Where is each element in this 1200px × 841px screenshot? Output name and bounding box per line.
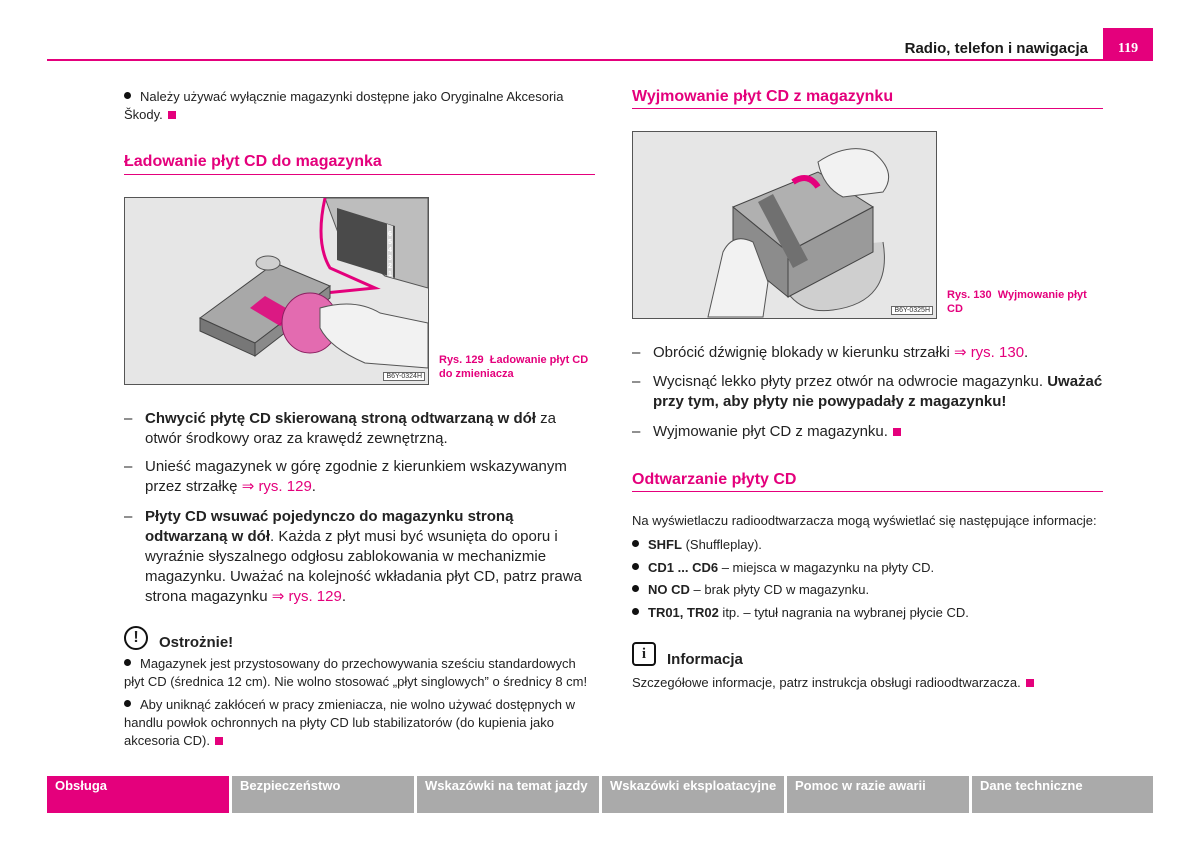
step-item: – Płyty CD wsuwać pojedynczo do magazynku stroną odtwarzaną w dół. Każda z płyt musi być wsunięta do oporu i wyraźnie słyszalnego odgłosu zablokowania w mechanizmie magazynku. Uważać na kolejność wkładania płyt CD, patrz prawa strona magazynku ⇒ rys. 129. bbox=[124, 508, 582, 605]
display-desc: itp. – tytuł nagrania na wybranej płycie CD. bbox=[718, 605, 969, 620]
section-rule bbox=[632, 491, 1103, 492]
info-title: Informacja bbox=[667, 651, 743, 668]
step-item: – Wycisnąć lekko płyty przez otwór na odwrocie magazynku. Uważać przy tym, aby płyty nie powypadały z magazynku! bbox=[632, 373, 1103, 410]
step-text: . Każda z płyt musi być wsunięta do oporu i wyraźnie słyszalnego odgłosu zablokowania w mechanizmie magazynku. Uważać na kolejność wkładania płyt CD, patrz prawa strona magazynku bbox=[145, 528, 582, 605]
cd-slot-label: 1 bbox=[388, 271, 392, 278]
caption-text: Wyjmowanie płyt CD bbox=[947, 289, 1087, 315]
section-rule bbox=[632, 108, 1103, 109]
cd-slot-label: 6 bbox=[388, 231, 392, 238]
bullet-icon bbox=[632, 540, 639, 547]
caption-number: Rys. 129 bbox=[439, 354, 484, 366]
cd-slot-label: 5 bbox=[388, 239, 392, 246]
end-mark-icon bbox=[215, 737, 223, 745]
info-text-row bbox=[632, 674, 1103, 692]
display-code: TR01, TR02 bbox=[648, 605, 719, 620]
display-item bbox=[632, 536, 1103, 554]
display-code: CD1 ... CD6 bbox=[648, 560, 719, 575]
cd-slot-label: 2 bbox=[388, 263, 392, 270]
cd-slot-label: 4 bbox=[388, 247, 392, 254]
caution-title: Ostrożnie! bbox=[159, 634, 234, 651]
caution-item bbox=[124, 655, 594, 691]
display-item bbox=[632, 604, 1103, 622]
step-item: – Wyjmowanie płyt CD z magazynku. bbox=[632, 422, 1103, 442]
step-text: za otwór środkowy oraz za krawędź zewnętrzną. bbox=[145, 410, 556, 447]
step-bold: Chwycić płytę CD skierowaną stroną odtwarzaną w dół bbox=[145, 410, 536, 427]
figure-129-caption bbox=[439, 353, 589, 381]
figure-code: B6Y-0324H bbox=[383, 372, 425, 381]
cd-slot-label: 3 bbox=[388, 255, 392, 262]
figure-link[interactable]: ⇒ rys. 129 bbox=[271, 588, 342, 605]
caption-text: Ładowanie płyt CD do zmieniacza bbox=[439, 354, 589, 380]
display-code: SHFL bbox=[648, 537, 682, 552]
display-item bbox=[632, 559, 1103, 577]
tab-wskazowki-jazdy[interactable]: Wskazówki na temat jazdy bbox=[417, 776, 599, 813]
bullet-icon bbox=[632, 585, 639, 592]
tab-wskazowki-eksploatacyjne[interactable]: Wskazówki eksploatacyjne bbox=[602, 776, 784, 813]
display-item bbox=[632, 581, 1103, 599]
step-bold: Płyty CD wsuwać pojedynczo do magazynku stroną odtwarzaną w dół bbox=[145, 508, 514, 545]
display-desc: – brak płyty CD w magazynku. bbox=[689, 582, 870, 597]
warning-icon: ! bbox=[124, 626, 148, 650]
step-text: Wyjmowanie płyt CD z magazynku. bbox=[653, 423, 888, 440]
intro-bullet-text: Należy używać wyłącznie magazynki dostępne jako Oryginalne Akcesoria Škody. bbox=[124, 89, 564, 122]
step-text: Obrócić dźwignię blokady w kierunku strzałki bbox=[653, 344, 954, 361]
bullet-icon bbox=[124, 700, 131, 707]
caption-number: Rys. 130 bbox=[947, 289, 992, 301]
step-item: – Obrócić dźwignię blokady w kierunku strzałki ⇒ rys. 130. bbox=[632, 344, 1029, 361]
chapter-title: Radio, telefon i nawigacja bbox=[904, 40, 1088, 57]
caution-text: Aby uniknąć zakłóceń w pracy zmieniacza, nie wolno używać dostępnych w handlu powłok ochronnych na płyty CD lub stabilizatorów (do kupienia jako akcesoria CD). bbox=[124, 697, 575, 748]
cd-loading-illustration bbox=[125, 198, 428, 384]
page-number: 119 bbox=[1103, 28, 1153, 60]
display-code: NO CD bbox=[648, 582, 690, 597]
display-desc: (Shuffleplay). bbox=[681, 537, 762, 552]
tab-dane-techniczne[interactable]: Dane techniczne bbox=[972, 776, 1153, 813]
end-mark-icon bbox=[168, 111, 176, 119]
intro-bullet bbox=[124, 88, 594, 124]
end-mark-icon bbox=[893, 428, 901, 436]
step-item: – Chwycić płytę CD skierowaną stroną odtwarzaną w dół za otwór środkowy oraz za krawędź zewnętrzną. bbox=[124, 410, 556, 447]
figure-link[interactable]: ⇒ rys. 130 bbox=[953, 344, 1025, 361]
header-rule bbox=[47, 59, 1153, 61]
display-desc: – miejsca w magazynku na płyty CD. bbox=[718, 560, 935, 575]
tab-pomoc[interactable]: Pomoc w razie awarii bbox=[787, 776, 969, 813]
step-text: Wycisnąć lekko płyty przez otwór na odwrocie magazynku. bbox=[653, 373, 1048, 390]
info-icon: i bbox=[632, 642, 656, 666]
info-text: Szczegółowe informacje, patrz instrukcja obsługi radioodtwarzacza. bbox=[632, 675, 1021, 690]
bullet-icon bbox=[632, 563, 639, 570]
figure-130-caption bbox=[947, 288, 1097, 316]
section-title-removing: Wyjmowanie płyt CD z magazynku bbox=[632, 88, 894, 105]
end-mark-icon bbox=[1026, 679, 1034, 687]
figure-code: B6Y-0325H bbox=[891, 306, 933, 315]
figure-130 bbox=[632, 131, 937, 319]
cd-removing-illustration bbox=[633, 132, 936, 318]
caution-text: Magazynek jest przystosowany do przechowywania sześciu standardowych płyt CD (średnica 12 cm). Nie wolno stosować „płyt singlowych” o średnicy 8 cm! bbox=[124, 656, 588, 689]
step-bold: Uważać przy tym, aby płyty nie powypadały z magazynku! bbox=[653, 373, 1103, 410]
caution-item bbox=[124, 696, 594, 750]
step-item: – Unieść magazynek w górę zgodnie z kierunkiem wskazywanym przez strzałkę ⇒ rys. 129. bbox=[124, 458, 567, 495]
tab-obsluga[interactable]: Obsługa bbox=[47, 776, 229, 813]
bullet-icon bbox=[124, 659, 131, 666]
bullet-icon bbox=[124, 92, 131, 99]
figure-129 bbox=[124, 197, 429, 385]
section-title-playback: Odtwarzanie płyty CD bbox=[632, 471, 797, 488]
display-intro: Na wyświetlaczu radioodtwarzacza mogą wyświetlać się następujące informacje: bbox=[632, 513, 1097, 528]
tab-bezpieczenstwo[interactable]: Bezpieczeństwo bbox=[232, 776, 414, 813]
figure-link[interactable]: ⇒ rys. 129 bbox=[241, 478, 312, 495]
bullet-icon bbox=[632, 608, 639, 615]
step-text: Unieść magazynek w górę zgodnie z kierunkiem wskazywanym przez strzałkę bbox=[145, 458, 567, 495]
section-rule bbox=[124, 174, 595, 175]
section-title-loading: Ładowanie płyt CD do magazynka bbox=[124, 153, 382, 170]
